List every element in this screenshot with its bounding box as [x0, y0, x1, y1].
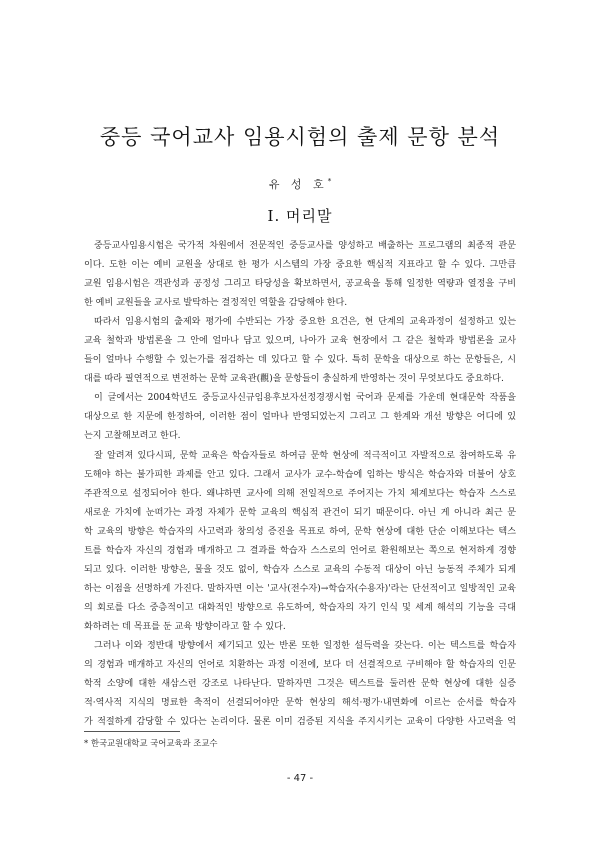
paragraph-line: 가 적절하게 감당할 수 있다는 논리이다. 물론 이미 검증된 지식을 주지시키는 교육이 다양한 사고력을 억 — [84, 717, 516, 728]
paragraph-line: 의 경험과 매개하고 자신의 언어로 치환하는 과정 이전에, 보다 더 선결적으로 구비해야 할 학습자의 인문 — [84, 660, 516, 671]
paragraph-line: 주관적으로 설정되어야 한다. 왜냐하면 교사에 의해 전일적으로 주어지는 가치 체계보다는 학습자 스스로 — [84, 488, 516, 499]
paragraph-line: 교육 철학과 방법론을 그 안에 얼마나 담고 있으며, 나아가 교육 현장에서 그 같은 철학과 방법론을 교사 — [84, 336, 516, 347]
paragraph-line: 대상으로 한 지문에 한정하여, 이러한 점이 얼마나 반영되었는지 그리고 그 한계와 개선 방향은 어디에 있 — [84, 412, 516, 423]
paragraph-line: 화하려는 데 목표를 둔 교육 방향이라고 할 수 있다. — [84, 621, 286, 632]
paragraph-line: 학적 소양에 대한 새삼스런 강조로 나타난다. 말하자면 그것은 텍스트를 둘러싼 문학 현상에 대한 실증 — [84, 679, 516, 690]
footnote: * 한국교원대학교 국어교육과 조교수 — [84, 738, 218, 748]
paragraph-line: 학 교육의 방향은 학습자의 사고력과 창의성 증진을 목표로 하여, 문학 현상에 대한 단순 이해보다는 텍스 — [84, 526, 516, 537]
paragraph-line: 의 회로를 다소 중층적이고 대화적인 방향으로 유도하여, 학습자의 자기 인식 및 세계 해석의 기능을 극대 — [84, 602, 516, 613]
footnote-divider — [84, 731, 180, 732]
paragraph-line: 새로운 가치에 눈떠가는 과정 자체가 문학 교육의 핵심적 관건이 되기 때문이다. 아닌 게 아니라 최근 문 — [84, 507, 516, 518]
author-name — [0, 176, 600, 192]
body-text — [84, 237, 516, 732]
page-number: - 47 - — [286, 773, 314, 784]
section-heading: Ⅰ. 머리말 — [267, 207, 333, 225]
paragraph-line: 그러나 이와 정반대 방향에서 제기되고 있는 반론 또한 일정한 설득력을 갖는다. 이는 텍스트를 학습자 — [94, 640, 516, 651]
paragraph-line: 중등교사임용시험은 국가적 차원에서 전문적인 중등교사를 양성하고 배출하는 프로그램의 최종적 관문 — [94, 241, 516, 251]
paragraph-line: 따라서 임용시험의 출제와 평가에 수반되는 가장 중요한 요건은, 현 단계의 교육과정이 설정하고 있는 — [94, 317, 516, 328]
paragraph-line: 교원 임용시험은 객관성과 공정성 그리고 타당성을 확보하면서, 공교육을 통해 일정한 역량과 열정을 구비 — [84, 279, 516, 290]
paragraph-line: 한 예비 교원들을 교사로 발탁하는 결정적인 역할을 감당해야 한다. — [84, 298, 348, 309]
paragraph-line: 적·역사적 지식의 명료한 축적이 선결되어야만 문학 현상의 해석·평가·내면화에 이르는 순서를 학습자 — [84, 698, 516, 709]
paragraph-line: 대를 따라 필연적으로 변전하는 문학 교육관(觀)을 문항들이 충실하게 반영하는 것이 무엇보다도 중요하다. — [84, 374, 504, 385]
paragraph-line: 이 글에서는 2004학년도 중등교사신규임용후보자선정경쟁시험 국어과 문제를 가운데 현대문학 작품을 — [94, 393, 516, 404]
paragraph-line: 잘 알려져 있다시피, 문학 교육은 학습자들로 하여금 문학 현상에 적극적이고 자발적으로 참여하도록 유 — [94, 450, 516, 461]
author-footnote-mark: * — [327, 177, 332, 186]
paragraph-line: 들이 얼마나 수행할 수 있는가를 점검하는 데 있다고 할 수 있다. 특히 문학을 대상으로 하는 문항들은, 시 — [84, 355, 516, 366]
paper-title: 중등 국어교사 임용시험의 출제 문항 분석 — [99, 125, 501, 149]
paragraph-line: 도해야 하는 불가피한 과제를 안고 있다. 그래서 교사가 교수-학습에 임하는 방식은 학습자와 더불어 상호 — [84, 469, 516, 480]
paragraph-line: 하는 이점을 선명하게 가진다. 말하자면 이는 '교사(전수자)→학습자(수용자)'라는 단선적이고 일방적인 교육 — [84, 583, 516, 594]
paragraph-line: 트를 학습자 자신의 경험과 매개하고 그 결과를 학습자 스스로의 언어로 환원해보는 쪽으로 현저하게 경향 — [84, 545, 516, 556]
paragraph-line: 이다. 도한 이는 예비 교원을 상대로 한 평가 시스템의 가장 중요한 핵심적 지표라고 할 수 있다. 그만큼 — [84, 260, 516, 271]
author-text: 유 성 호 — [268, 178, 328, 191]
paragraph-line: 는지 고찰해보려고 한다. — [84, 431, 181, 442]
paragraph-line: 되고 있다. 이러한 방향은, 물을 것도 없이, 학습자 스스로 교육의 수동적 대상이 아닌 능동적 주체가 되게 — [84, 564, 516, 575]
